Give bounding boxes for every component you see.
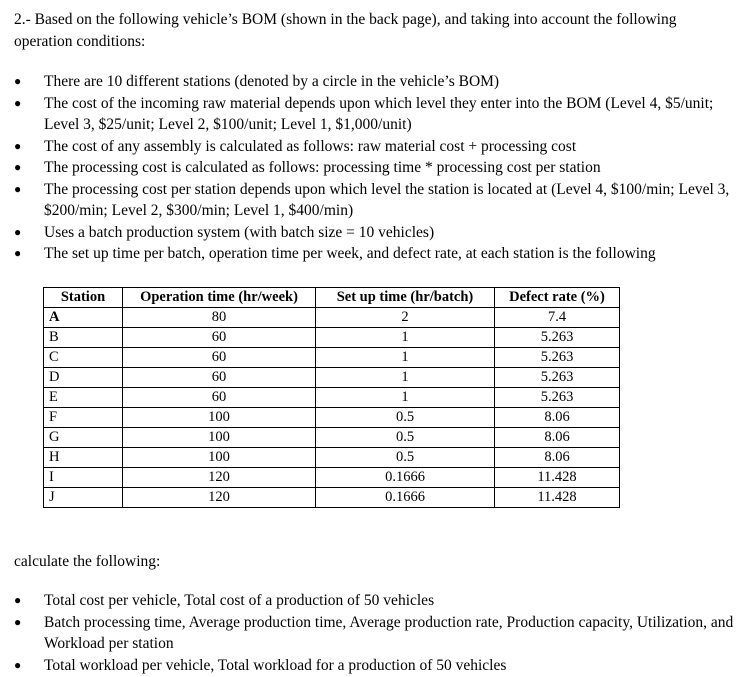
cell-station: H — [44, 448, 123, 468]
condition-item — [14, 136, 736, 158]
cell-operation-time: 80 — [123, 308, 316, 328]
condition-text: The processing cost per station depends upon which level the station is located at (Level 4, $100/min; Level 3, $200/min; Level 2, $300/min; Level 1, $400/min) — [44, 180, 730, 219]
cell-defect-rate: 5.263 — [495, 328, 620, 348]
condition-text: The cost of any assembly is calculated as follows: raw material cost + processing cost — [44, 137, 577, 155]
cell-defect-rate: 8.06 — [495, 428, 620, 448]
bullet-icon: ● — [14, 614, 22, 629]
condition-item — [14, 179, 736, 222]
bullet-icon: ● — [14, 95, 22, 110]
cell-station: D — [44, 368, 123, 388]
bullet-icon: ● — [14, 138, 22, 153]
cell-station: I — [44, 468, 123, 488]
cell-station: G — [44, 428, 123, 448]
task-item — [14, 590, 736, 612]
cell-defect-rate: 8.06 — [495, 408, 620, 428]
table-row — [44, 408, 620, 428]
cell-defect-rate: 8.06 — [495, 448, 620, 468]
condition-item — [14, 243, 736, 265]
table-row — [44, 348, 620, 368]
condition-item — [14, 157, 736, 179]
header-operation-time: Operation time (hr/week) — [123, 288, 316, 308]
table-row — [44, 368, 620, 388]
condition-text: The processing cost is calculated as follows: processing time * processing cost per station — [44, 159, 601, 176]
cell-setup-time: 0.1666 — [316, 468, 495, 488]
cell-station: E — [44, 388, 123, 408]
station-table — [43, 287, 620, 508]
cell-defect-rate: 11.428 — [495, 468, 620, 488]
bullet-icon: ● — [14, 224, 22, 239]
condition-text: The set up time per batch, operation time per week, and defect rate, at each station is the following — [44, 245, 656, 262]
cell-operation-time: 100 — [123, 408, 316, 428]
cell-setup-time: 1 — [316, 388, 495, 408]
header-setup-time: Set up time (hr/batch) — [316, 288, 495, 308]
cell-station: B — [44, 328, 123, 348]
table-row — [44, 448, 620, 468]
condition-text: The cost of the incoming raw material depends upon which level they enter into the BOM (Level 4, $5/unit; Level 3, $25/unit; Level 2, $100/unit; Level 1, $1,000/unit) — [44, 94, 714, 133]
table-header-row — [44, 288, 620, 308]
table-row — [44, 468, 620, 488]
bullet-icon: ● — [14, 657, 22, 672]
cell-station: C — [44, 348, 123, 368]
header-station: Station — [44, 288, 123, 308]
condition-text: There are 10 different stations (denoted by a circle in the vehicle’s BOM) — [44, 73, 500, 90]
task-text: Total cost per vehicle, Total cost of a production of 50 vehicles — [44, 592, 435, 609]
cell-operation-time: 120 — [123, 488, 316, 508]
cell-operation-time: 60 — [123, 348, 316, 368]
cell-station: A — [44, 308, 123, 328]
cell-operation-time: 100 — [123, 448, 316, 468]
task-text: Total workload per vehicle, Total workload for a production of 50 vehicles — [44, 656, 507, 674]
task-item — [14, 612, 736, 655]
problem-intro: 2.- Based on the following vehicle’s BOM (shown in the back page), and taking into account the following operation conditions: — [14, 11, 677, 50]
cell-operation-time: 100 — [123, 428, 316, 448]
cell-setup-time: 0.5 — [316, 448, 495, 468]
cell-defect-rate: 5.263 — [495, 388, 620, 408]
bullet-icon: ● — [14, 246, 22, 260]
condition-text: Uses a batch production system (with batch size = 10 vehicles) — [44, 223, 435, 241]
task-text: Batch processing time, Average production time, Average production rate, Production capacity, Utilization, and Workload per station — [44, 613, 734, 652]
bullet-icon: ● — [14, 181, 22, 196]
table-row — [44, 308, 620, 328]
cell-operation-time: 120 — [123, 468, 316, 488]
table-row — [44, 488, 620, 508]
calculate-label: calculate the following: — [14, 553, 161, 570]
cell-defect-rate: 5.263 — [495, 368, 620, 388]
table-row — [44, 428, 620, 448]
cell-operation-time: 60 — [123, 388, 316, 408]
cell-setup-time: 2 — [316, 308, 495, 328]
cell-operation-time: 60 — [123, 368, 316, 388]
tasks-list — [14, 590, 736, 676]
task-item — [14, 655, 736, 677]
header-defect-rate: Defect rate (%) — [495, 288, 620, 308]
cell-defect-rate: 7.4 — [495, 308, 620, 328]
condition-item — [14, 93, 736, 136]
condition-item — [14, 71, 736, 93]
cell-setup-time: 0.5 — [316, 408, 495, 428]
cell-setup-time: 1 — [316, 328, 495, 348]
cell-setup-time: 1 — [316, 348, 495, 368]
bullet-icon: ● — [14, 160, 22, 174]
cell-setup-time: 0.5 — [316, 428, 495, 448]
cell-station: J — [44, 488, 123, 508]
bullet-icon: ● — [14, 74, 22, 88]
cell-setup-time: 1 — [316, 368, 495, 388]
cell-defect-rate: 11.428 — [495, 488, 620, 508]
conditions-list — [14, 71, 736, 265]
condition-item — [14, 222, 736, 244]
cell-defect-rate: 5.263 — [495, 348, 620, 368]
cell-operation-time: 60 — [123, 328, 316, 348]
bullet-icon: ● — [14, 593, 22, 607]
cell-station: F — [44, 408, 123, 428]
table-row — [44, 388, 620, 408]
table-row — [44, 328, 620, 348]
cell-setup-time: 0.1666 — [316, 488, 495, 508]
